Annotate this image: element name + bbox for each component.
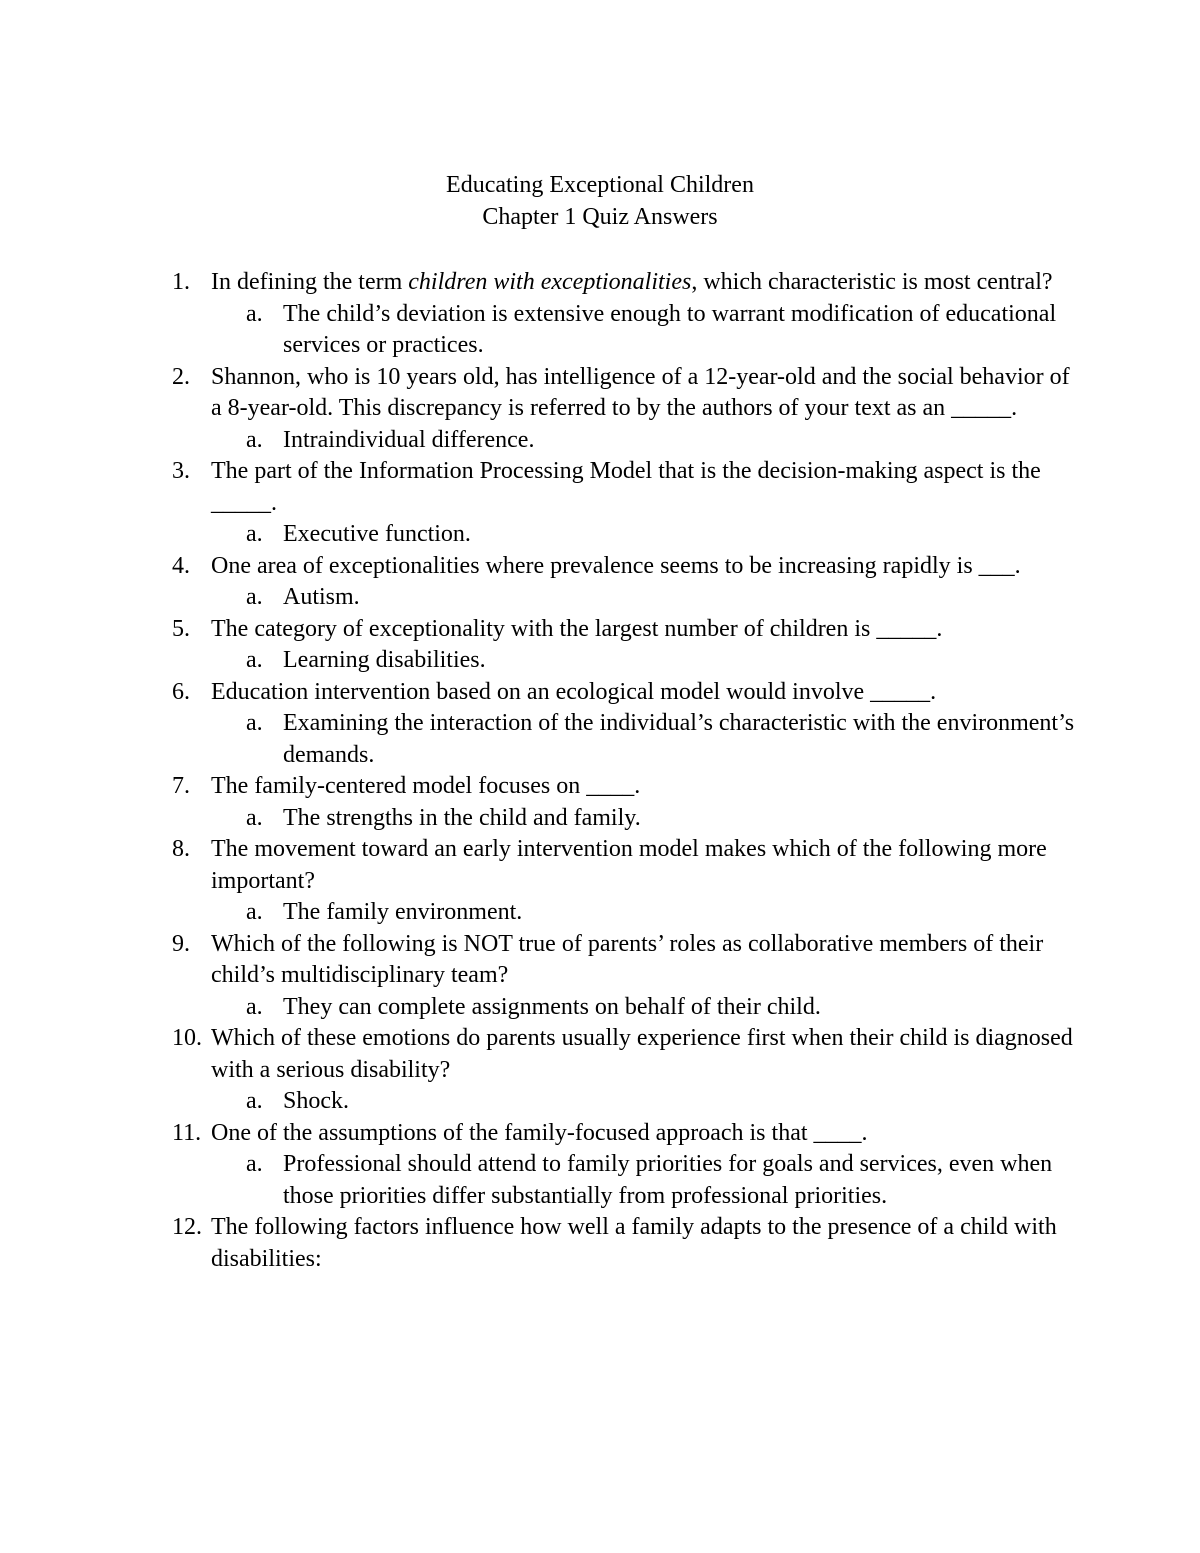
question-text: The category of exceptionality with the largest number of children is _____. [211, 615, 943, 642]
question-text: The following factors influence how well a family adapts to the presence of a child with disabilities: [211, 1214, 1057, 1272]
answer-item [0, 1149, 1200, 1212]
question-number: 4. [172, 552, 190, 579]
question-text: Which of the following is NOT true of parents’ roles as collaborative members of their child’s multidisciplinary team? [211, 930, 1044, 988]
answer-text: Executive function. [283, 521, 471, 547]
question-text: Which of these emotions do parents usually experience first when their child is diagnosed with a serious disability? [211, 1025, 1073, 1083]
answer-letter: a. [246, 426, 263, 453]
title-block [0, 170, 1200, 233]
question-text: One area of exceptionalities where prevalence seems to be increasing rapidly is ___. [211, 552, 1021, 579]
question-item [0, 1023, 1200, 1086]
question-text: Education intervention based on an ecological model would involve _____. [211, 678, 937, 705]
question-number: 11. [172, 1119, 202, 1146]
answer-letter: a. [246, 899, 263, 925]
question-number: 9. [172, 930, 190, 957]
answer-letter: a. [246, 647, 263, 673]
question-text: Shannon, who is 10 years old, has intelligence of a 12-year-old and the social behavior of a 8-year-old. This discrepancy is referred to by the authors of your text as an _____. [211, 363, 1070, 421]
answer-item [0, 582, 1200, 614]
answer-item [0, 1086, 1200, 1118]
answer-letter: a. [246, 710, 263, 736]
answer-letter: a. [246, 1151, 263, 1177]
answer-text: Professional should attend to family priorities for goals and services, even when those priorities differ substantially from professional priorities. [283, 1151, 1053, 1209]
answer-text: Autism. [283, 584, 360, 610]
answer-item [0, 519, 1200, 551]
answer-text: Intraindividual difference. [283, 426, 535, 453]
question-item [0, 456, 1200, 519]
question-number: 2. [172, 363, 190, 390]
answer-item [0, 645, 1200, 677]
answer-text: Learning disabilities. [283, 647, 486, 673]
answer-letter: a. [246, 521, 263, 547]
answer-text: The family environment. [283, 899, 523, 925]
question-item [0, 362, 1200, 425]
answer-text: Shock. [283, 1088, 349, 1114]
answer-text: Examining the interaction of the individual’s characteristic with the environment’s demands. [283, 710, 1075, 768]
document-subtitle: Chapter 1 Quiz Answers [482, 203, 718, 230]
question-item [0, 551, 1200, 583]
question-item [0, 771, 1200, 803]
emphasized-term: children with exceptionalities [408, 269, 692, 295]
question-number: 3. [172, 458, 190, 484]
question-number: 8. [172, 836, 190, 862]
question-item [0, 1212, 1200, 1275]
answer-item [0, 299, 1200, 362]
answer-letter: a. [246, 993, 263, 1020]
answer-letter: a. [246, 584, 263, 610]
answer-text: The child’s deviation is extensive enough to warrant modification of educational services or practices. [283, 300, 1057, 358]
question-text: The part of the Information Processing Model that is the decision-making aspect is the _____. [211, 458, 1041, 516]
answer-letter: a. [246, 300, 263, 327]
answer-item [0, 992, 1200, 1024]
answer-item [0, 803, 1200, 835]
question-number: 6. [172, 678, 190, 705]
answer-text: They can complete assignments on behalf of their child. [283, 993, 821, 1020]
question-item [0, 1118, 1200, 1150]
answer-letter: a. [246, 804, 263, 831]
question-number: 7. [172, 773, 190, 799]
question-number: 12. [172, 1214, 202, 1240]
answer-item [0, 708, 1200, 771]
question-list [0, 267, 1200, 1275]
answer-item [0, 425, 1200, 457]
question-number: 1. [172, 269, 190, 295]
question-item [0, 834, 1200, 897]
document-title: Educating Exceptional Children [446, 172, 754, 198]
question-text: The family-centered model focuses on ____. [211, 773, 641, 799]
question-text: In defining the term children with exceptionalities, which characteristic is most central? [211, 269, 1053, 295]
answer-letter: a. [246, 1088, 263, 1114]
question-number: 10. [172, 1025, 202, 1051]
question-item [0, 929, 1200, 992]
answer-text: The strengths in the child and family. [283, 804, 641, 831]
question-item [0, 677, 1200, 709]
question-item [0, 267, 1200, 299]
question-text: The movement toward an early intervention model makes which of the following more important? [211, 836, 1047, 894]
question-item [0, 614, 1200, 646]
answer-item [0, 897, 1200, 929]
question-number: 5. [172, 615, 190, 642]
question-text: One of the assumptions of the family-focused approach is that ____. [211, 1119, 868, 1146]
